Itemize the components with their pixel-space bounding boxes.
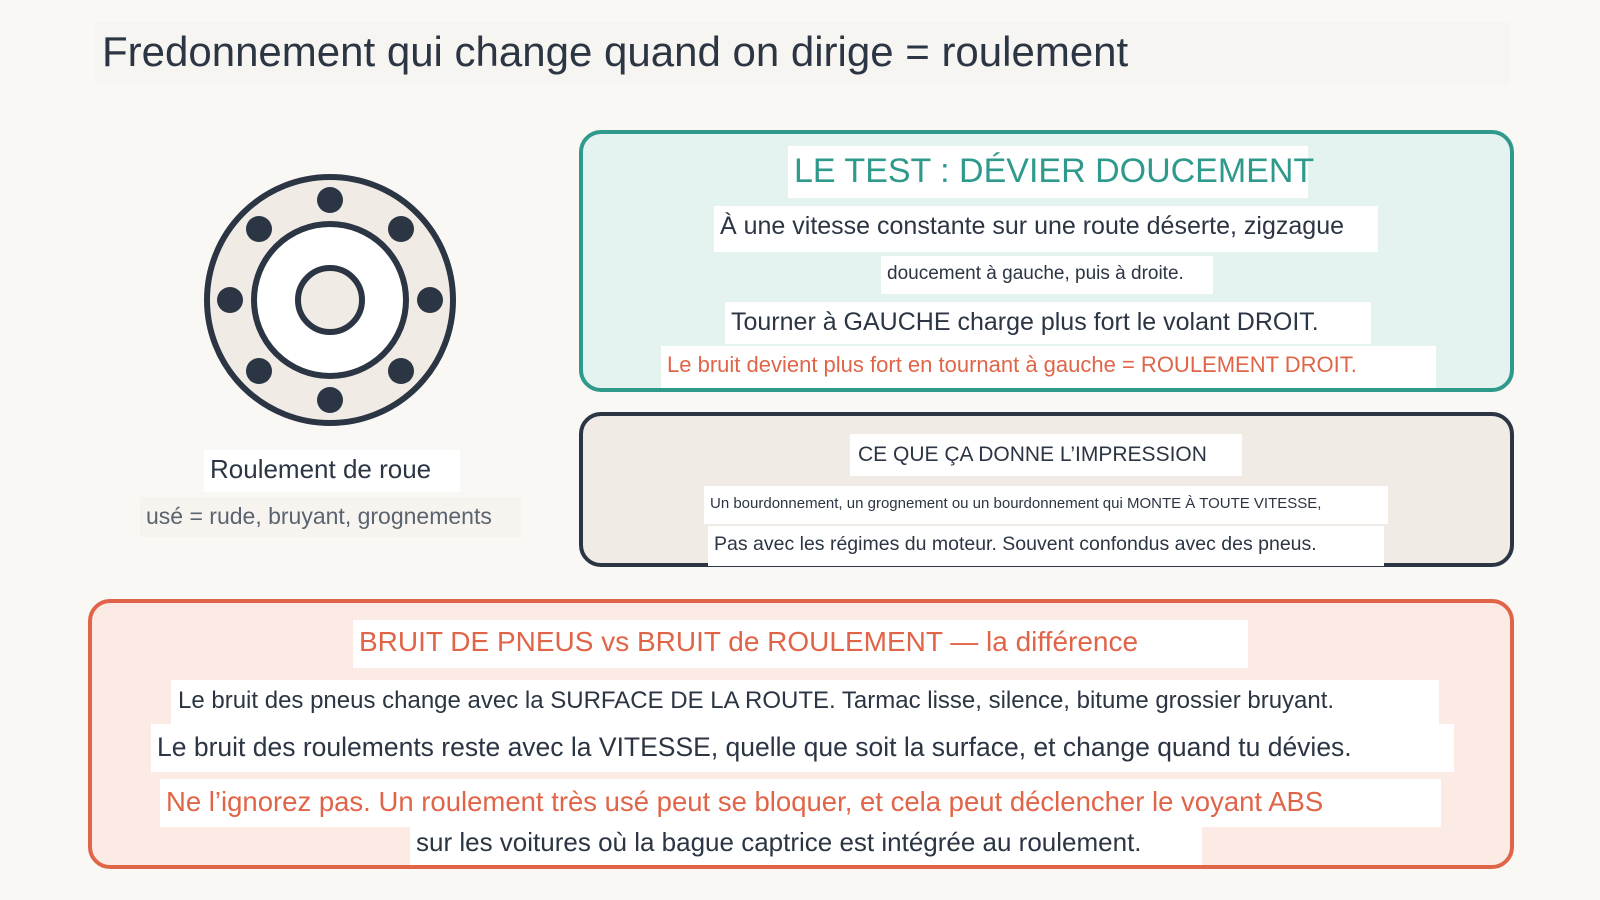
feel-card-heading: CE QUE ÇA DONNE L’IMPRESSION bbox=[850, 434, 1242, 476]
wheel-bearing-icon bbox=[200, 170, 460, 430]
bearing-ball bbox=[317, 387, 343, 413]
bearing-hub bbox=[298, 268, 362, 332]
bearing-ball bbox=[417, 287, 443, 313]
test-card-line-4: Le bruit devient plus fort en tournant à gauche = ROULEMENT DROIT. bbox=[661, 346, 1436, 388]
feel-card-line-1: Un bourdonnement, un grognement ou un bourdonnement qui MONTE À TOUTE VITESSE, bbox=[704, 486, 1388, 524]
bearing-sublabel: usé = rude, bruyant, grognements bbox=[140, 497, 521, 537]
bearing-label: Roulement de roue bbox=[204, 450, 460, 492]
test-card-line-1: À une vitesse constante sur une route déserte, zigzague bbox=[714, 206, 1378, 252]
bearing-ball bbox=[317, 187, 343, 213]
feel-card-line-2: Pas avec les régimes du moteur. Souvent confondus avec des pneus. bbox=[708, 526, 1384, 566]
difference-card-line-4: sur les voitures où la bague captrice est intégrée au roulement. bbox=[410, 823, 1202, 865]
test-card-line-2: doucement à gauche, puis à droite. bbox=[881, 256, 1213, 294]
bearing-ball bbox=[246, 216, 272, 242]
bearing-ball bbox=[388, 216, 414, 242]
bearing-ball bbox=[388, 358, 414, 384]
test-card-line-3: Tourner à GAUCHE charge plus fort le volant DROIT. bbox=[725, 302, 1371, 344]
page-title: Fredonnement qui change quand on dirige = roulement bbox=[102, 28, 1129, 75]
bearing-ball bbox=[217, 287, 243, 313]
difference-card-heading: BRUIT DE PNEUS vs BRUIT de ROULEMENT — la différence bbox=[353, 620, 1248, 668]
difference-card-line-2: Le bruit des roulements reste avec la VITESSE, quelle que soit la surface, et change quand tu dévies. bbox=[151, 724, 1454, 772]
difference-card-line-1: Le bruit des pneus change avec la SURFACE DE LA ROUTE. Tarmac lisse, silence, bitume grossier bruyant. bbox=[171, 680, 1439, 724]
test-card-heading: LE TEST : DÉVIER DOUCEMENT bbox=[788, 146, 1308, 198]
bearing-ball bbox=[246, 358, 272, 384]
difference-card-line-3: Ne l’ignorez pas. Un roulement très usé peut se bloquer, et cela peut déclencher le voyant ABS bbox=[160, 779, 1441, 827]
